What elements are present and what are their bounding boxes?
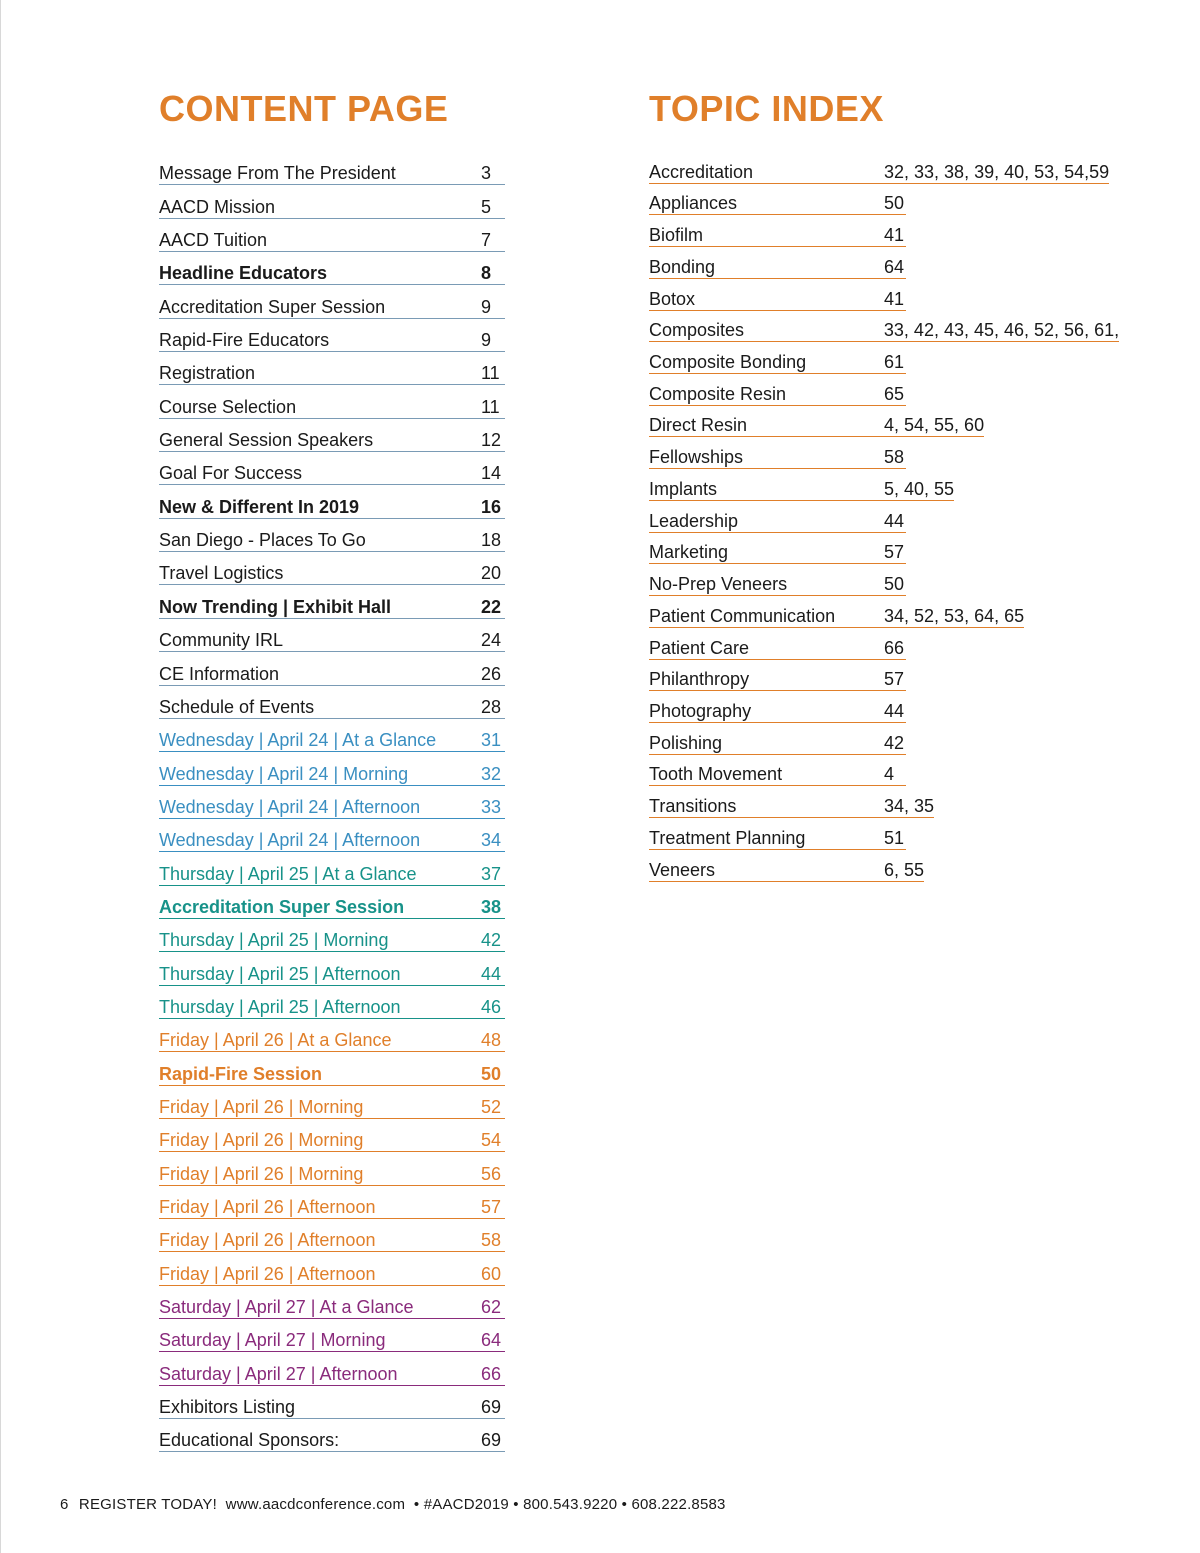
index-entry[interactable] xyxy=(649,311,1119,343)
toc-entry-page: 24 xyxy=(481,630,505,652)
toc-entry-label: Friday | April 26 | Afternoon xyxy=(159,1197,481,1219)
index-entry[interactable] xyxy=(649,691,1119,723)
toc-entry-page: 42 xyxy=(481,930,505,952)
index-term: Transitions xyxy=(649,796,884,818)
index-entry[interactable] xyxy=(649,342,1119,374)
toc-entry[interactable] xyxy=(159,652,505,685)
toc-entry[interactable] xyxy=(159,919,505,952)
content-page-list xyxy=(159,152,505,1452)
index-term: Patient Communication xyxy=(649,606,884,628)
toc-entry[interactable] xyxy=(159,152,505,185)
index-pages: 32, 33, 38, 39, 40, 53, 54,59 xyxy=(884,161,1110,182)
toc-entry[interactable] xyxy=(159,1252,505,1285)
toc-entry[interactable] xyxy=(159,1119,505,1152)
toc-entry-label: Schedule of Events xyxy=(159,697,481,719)
toc-entry-page: 48 xyxy=(481,1030,505,1052)
index-term: Appliances xyxy=(649,193,884,215)
index-term: Polishing xyxy=(649,733,884,755)
toc-entry-label: Exhibitors Listing xyxy=(159,1397,481,1419)
topic-index-title: TOPIC INDEX xyxy=(649,88,884,129)
toc-entry[interactable] xyxy=(159,1086,505,1119)
toc-entry-page: 11 xyxy=(481,397,505,419)
index-entry[interactable] xyxy=(649,469,1119,501)
toc-entry-label: Friday | April 26 | Morning xyxy=(159,1097,481,1119)
index-pages: 44 xyxy=(884,700,905,721)
index-term: Veneers xyxy=(649,860,884,882)
index-term: Composite Resin xyxy=(649,384,884,406)
toc-entry-page: 60 xyxy=(481,1264,505,1286)
toc-entry[interactable] xyxy=(159,1019,505,1052)
toc-entry-label: Accreditation Super Session xyxy=(159,897,481,919)
toc-entry[interactable] xyxy=(159,485,505,518)
toc-entry-label: AACD Tuition xyxy=(159,230,481,252)
index-pages: 61 xyxy=(884,352,905,373)
index-pages: 50 xyxy=(884,193,905,214)
index-entry[interactable] xyxy=(649,501,1119,533)
index-entry[interactable] xyxy=(649,533,1119,565)
index-entry[interactable] xyxy=(649,406,1119,438)
index-pages: 42 xyxy=(884,732,905,753)
index-pages: 41 xyxy=(884,288,905,309)
toc-entry[interactable] xyxy=(159,285,505,318)
toc-entry[interactable] xyxy=(159,319,505,352)
index-pages: 64 xyxy=(884,256,905,277)
toc-entry-page: 28 xyxy=(481,697,505,719)
toc-entry-label: Headline Educators xyxy=(159,263,481,285)
toc-entry[interactable] xyxy=(159,519,505,552)
toc-entry[interactable] xyxy=(159,1319,505,1352)
toc-entry-label: Travel Logistics xyxy=(159,563,481,585)
toc-entry-label: Thursday | April 25 | Morning xyxy=(159,930,481,952)
toc-entry-label: Saturday | April 27 | Afternoon xyxy=(159,1364,481,1386)
toc-entry-page: 66 xyxy=(481,1364,505,1386)
toc-entry[interactable] xyxy=(159,1286,505,1319)
index-term: No-Prep Veneers xyxy=(649,574,884,596)
toc-entry-page: 20 xyxy=(481,563,505,585)
index-term: Biofilm xyxy=(649,225,884,247)
toc-entry-label: Thursday | April 25 | Afternoon xyxy=(159,964,481,986)
index-pages: 58 xyxy=(884,447,905,468)
toc-entry-page: 52 xyxy=(481,1097,505,1119)
toc-entry[interactable] xyxy=(159,452,505,485)
index-pages: 44 xyxy=(884,510,905,531)
index-entry[interactable] xyxy=(649,850,1119,882)
toc-entry-page: 16 xyxy=(481,497,505,519)
toc-entry-page: 46 xyxy=(481,997,505,1019)
toc-entry-label: AACD Mission xyxy=(159,197,481,219)
index-term: Tooth Movement xyxy=(649,764,884,786)
toc-entry-page: 12 xyxy=(481,430,505,452)
toc-entry[interactable] xyxy=(159,619,505,652)
index-term: Philanthropy xyxy=(649,669,884,691)
toc-entry-label: Thursday | April 25 | Afternoon xyxy=(159,997,481,1019)
toc-entry-page: 44 xyxy=(481,964,505,986)
toc-entry-label: Community IRL xyxy=(159,630,481,652)
toc-entry-page: 22 xyxy=(481,597,505,619)
toc-entry[interactable] xyxy=(159,385,505,418)
page-footer xyxy=(60,1496,732,1513)
index-entry[interactable] xyxy=(649,437,1119,469)
toc-entry[interactable] xyxy=(159,1352,505,1385)
toc-entry[interactable] xyxy=(159,886,505,919)
index-term: Leadership xyxy=(649,511,884,533)
toc-entry[interactable] xyxy=(159,585,505,618)
toc-entry-label: Course Selection xyxy=(159,397,481,419)
toc-entry-label: Thursday | April 25 | At a Glance xyxy=(159,864,481,886)
index-term: Bonding xyxy=(649,257,884,279)
index-term: Marketing xyxy=(649,542,884,564)
toc-entry-page: 9 xyxy=(481,297,505,319)
index-term: Direct Resin xyxy=(649,415,884,437)
toc-entry-label: Educational Sponsors: xyxy=(159,1430,481,1452)
index-term: Composite Bonding xyxy=(649,352,884,374)
toc-entry-label: Friday | April 26 | Afternoon xyxy=(159,1230,481,1252)
toc-entry-page: 14 xyxy=(481,463,505,485)
index-term: Photography xyxy=(649,701,884,723)
index-pages: 66 xyxy=(884,637,905,658)
index-entry[interactable] xyxy=(649,596,1119,628)
index-term: Implants xyxy=(649,479,884,501)
page-number: 6 xyxy=(60,1496,69,1513)
toc-entry-label: New & Different In 2019 xyxy=(159,497,481,519)
index-term: Composites xyxy=(649,320,884,342)
toc-entry[interactable] xyxy=(159,752,505,785)
index-entry[interactable] xyxy=(649,279,1119,311)
index-term: Treatment Planning xyxy=(649,828,884,850)
toc-entry-label: Goal For Success xyxy=(159,463,481,485)
page-edge xyxy=(0,0,1,1553)
index-pages: 34, 35 xyxy=(884,796,935,817)
toc-entry-page: 58 xyxy=(481,1230,505,1252)
toc-entry[interactable] xyxy=(159,252,505,285)
toc-entry-label: Saturday | April 27 | Morning xyxy=(159,1330,481,1352)
index-pages: 51 xyxy=(884,827,905,848)
toc-entry[interactable] xyxy=(159,1152,505,1185)
toc-entry[interactable] xyxy=(159,552,505,585)
toc-entry[interactable] xyxy=(159,419,505,452)
toc-entry-label: Rapid-Fire Session xyxy=(159,1064,481,1086)
toc-entry-label: Wednesday | April 24 | At a Glance xyxy=(159,730,481,752)
toc-entry[interactable] xyxy=(159,1386,505,1419)
toc-entry[interactable] xyxy=(159,352,505,385)
topic-index-list xyxy=(649,152,1119,882)
index-pages: 65 xyxy=(884,383,905,404)
index-pages: 57 xyxy=(884,542,905,563)
index-entry[interactable] xyxy=(649,628,1119,660)
index-entry[interactable] xyxy=(649,184,1119,216)
content-page-title: CONTENT PAGE xyxy=(159,88,449,129)
toc-entry-page: 69 xyxy=(481,1430,505,1452)
toc-entry[interactable] xyxy=(159,686,505,719)
toc-entry-label: Friday | April 26 | Afternoon xyxy=(159,1264,481,1286)
toc-entry-label: Friday | April 26 | Morning xyxy=(159,1164,481,1186)
toc-entry-page: 54 xyxy=(481,1130,505,1152)
footer-text: REGISTER TODAY! www.aacdconference.com • #AACD2019 • 800.543.9220 • 608.222.8583 xyxy=(78,1496,726,1513)
toc-entry-page: 34 xyxy=(481,830,505,852)
toc-entry-label: Friday | April 26 | Morning xyxy=(159,1130,481,1152)
index-entry[interactable] xyxy=(649,755,1119,787)
toc-entry-label: Registration xyxy=(159,363,481,385)
toc-entry-page: 5 xyxy=(481,197,505,219)
index-entry[interactable] xyxy=(649,564,1119,596)
index-pages: 4 xyxy=(884,764,906,786)
index-pages: 4, 54, 55, 60 xyxy=(884,415,985,436)
toc-entry-label: Wednesday | April 24 | Afternoon xyxy=(159,797,481,819)
toc-entry-label: Now Trending | Exhibit Hall xyxy=(159,597,481,619)
toc-entry[interactable] xyxy=(159,185,505,218)
toc-entry-label: Accreditation Super Session xyxy=(159,297,481,319)
index-entry[interactable] xyxy=(649,786,1119,818)
toc-entry-page: 7 xyxy=(481,230,505,252)
toc-entry-page: 31 xyxy=(481,730,505,752)
toc-entry-page: 37 xyxy=(481,864,505,886)
toc-entry-page: 69 xyxy=(481,1397,505,1419)
index-pages: 5, 40, 55 xyxy=(884,478,955,499)
toc-entry[interactable] xyxy=(159,986,505,1019)
index-pages: 50 xyxy=(884,574,905,595)
toc-entry-label: Wednesday | April 24 | Morning xyxy=(159,764,481,786)
index-entry[interactable] xyxy=(649,152,1119,184)
index-pages: 6, 55 xyxy=(884,859,925,880)
toc-entry[interactable] xyxy=(159,1052,505,1085)
toc-entry-page: 32 xyxy=(481,764,505,786)
index-pages: 34, 52, 53, 64, 65 xyxy=(884,605,1025,626)
toc-entry-page: 8 xyxy=(481,263,505,285)
toc-entry[interactable] xyxy=(159,1186,505,1219)
toc-entry-label: General Session Speakers xyxy=(159,430,481,452)
index-term: Accreditation xyxy=(649,162,884,184)
toc-entry-label: CE Information xyxy=(159,664,481,686)
toc-entry[interactable] xyxy=(159,786,505,819)
toc-entry-label: Friday | April 26 | At a Glance xyxy=(159,1030,481,1052)
toc-entry-label: Rapid-Fire Educators xyxy=(159,330,481,352)
toc-entry[interactable] xyxy=(159,952,505,985)
toc-entry-page: 64 xyxy=(481,1330,505,1352)
toc-entry-label: Message From The President xyxy=(159,163,481,185)
toc-entry[interactable] xyxy=(159,1419,505,1452)
toc-entry[interactable] xyxy=(159,219,505,252)
toc-entry[interactable] xyxy=(159,819,505,852)
index-pages: 33, 42, 43, 45, 46, 52, 56, 61, xyxy=(883,320,1120,341)
index-entry[interactable] xyxy=(649,215,1119,247)
toc-entry-page: 33 xyxy=(481,797,505,819)
toc-entry-page: 57 xyxy=(481,1197,505,1219)
toc-entry-label: Saturday | April 27 | At a Glance xyxy=(159,1297,481,1319)
index-term: Botox xyxy=(649,289,884,311)
toc-entry-label: Wednesday | April 24 | Afternoon xyxy=(159,830,481,852)
toc-entry[interactable] xyxy=(159,719,505,752)
index-entry[interactable] xyxy=(649,660,1119,692)
toc-entry-page: 26 xyxy=(481,664,505,686)
toc-entry[interactable] xyxy=(159,852,505,885)
toc-entry-page: 50 xyxy=(481,1064,505,1086)
toc-entry[interactable] xyxy=(159,1219,505,1252)
index-entry[interactable] xyxy=(649,723,1119,755)
toc-entry-page: 3 xyxy=(481,163,505,185)
index-term: Patient Care xyxy=(649,638,884,660)
toc-entry-page: 11 xyxy=(481,363,505,385)
toc-entry-page: 18 xyxy=(481,530,505,552)
toc-entry-page: 62 xyxy=(481,1297,505,1319)
toc-entry-page: 56 xyxy=(481,1164,505,1186)
index-pages: 41 xyxy=(884,225,905,246)
index-entry[interactable] xyxy=(649,374,1119,406)
toc-entry-label: San Diego - Places To Go xyxy=(159,530,481,552)
toc-entry-page: 9 xyxy=(481,330,505,352)
index-entry[interactable] xyxy=(649,247,1119,279)
toc-entry-page: 38 xyxy=(481,897,505,919)
index-entry[interactable] xyxy=(649,818,1119,850)
index-pages: 57 xyxy=(884,669,905,690)
index-term: Fellowships xyxy=(649,447,884,469)
